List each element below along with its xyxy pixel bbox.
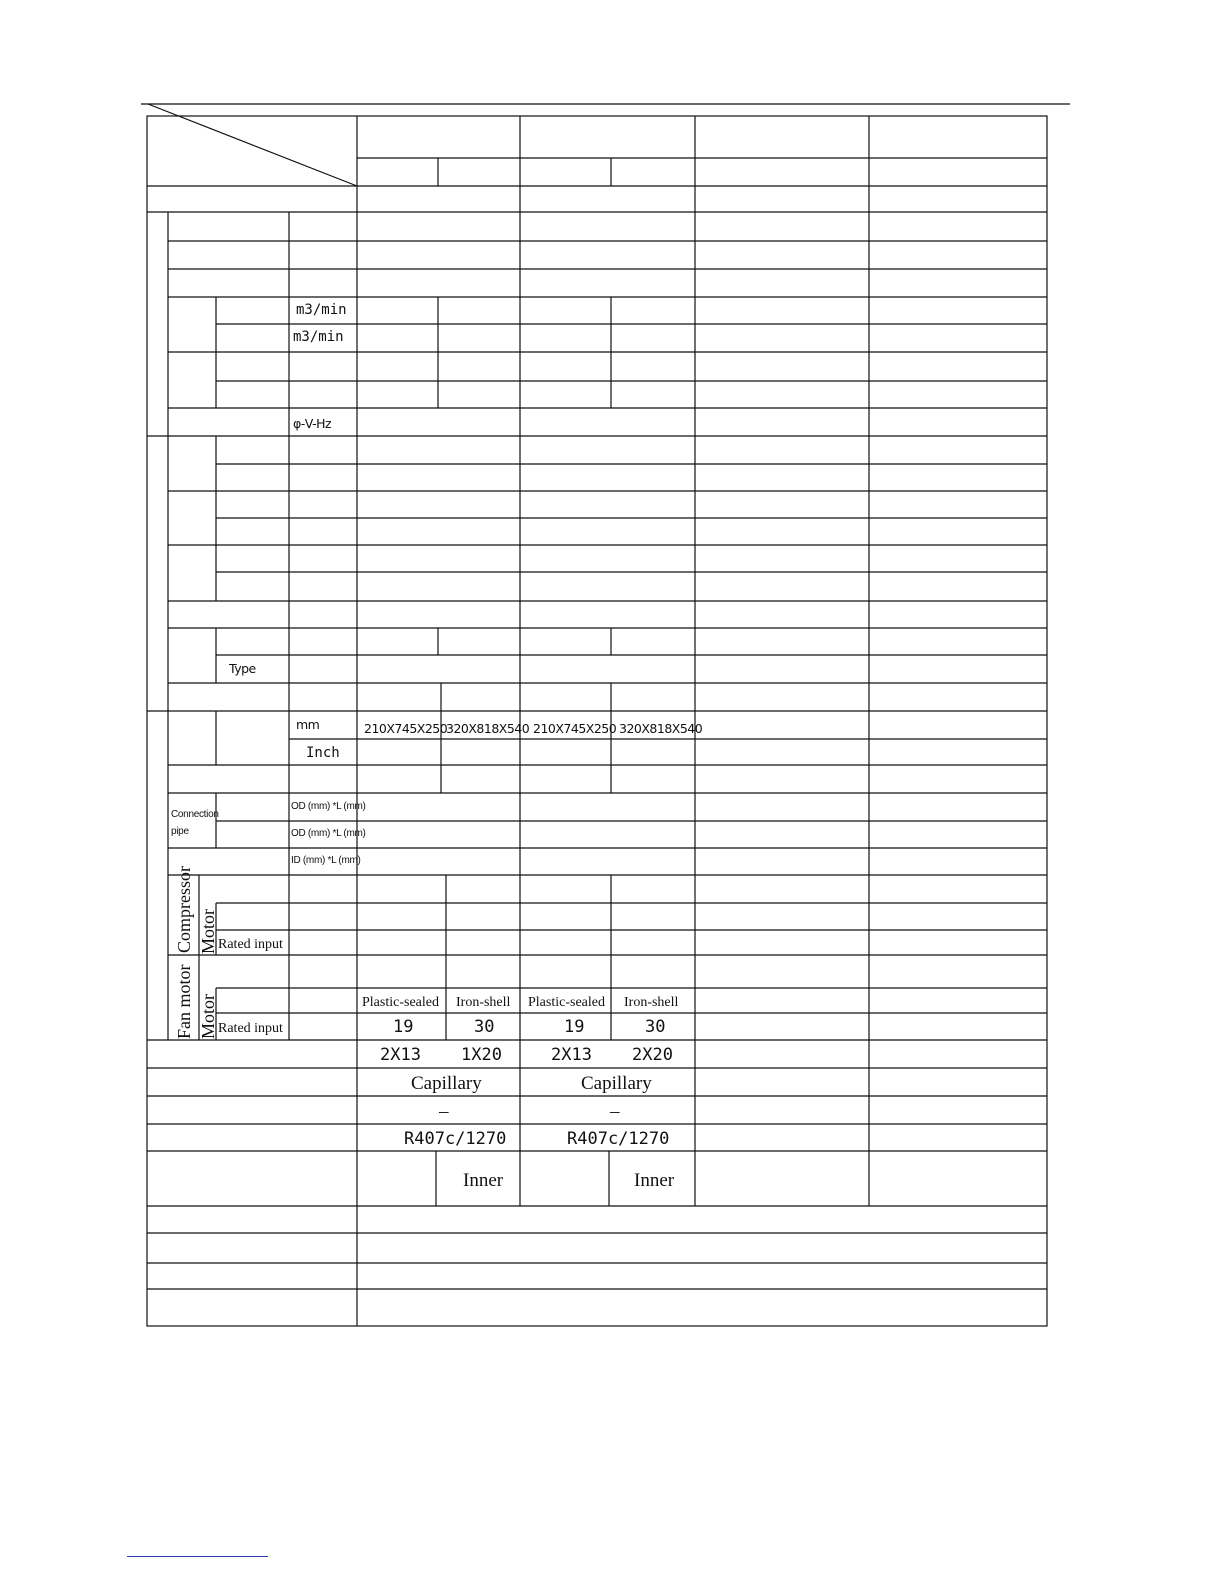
fan-rated-col1: 19 [393,1017,414,1037]
dim-col4: 320X818X540 [619,721,703,736]
throttle-col1: Capillary [411,1073,482,1094]
r1-col3: 2X13 [551,1045,592,1065]
dim-col1: 210X745X250 [364,721,448,736]
unit-airflow-2: m3/min [293,329,344,345]
unit-pipe-3: ID (mm) *L (mm) [291,855,361,866]
fan-rated-col4: 30 [645,1017,666,1037]
label-motor-2: Motor [198,994,218,1039]
throttle-col2: Capillary [581,1073,652,1094]
dim-col2: 320X818X540 [446,721,530,736]
fan-type-col2: Iron-shell [456,995,511,1010]
refrigerant-col2: R407c/1270 [567,1129,670,1149]
label-rated-input-2: Rated input [218,1021,283,1036]
fan-rated-col3: 19 [564,1017,585,1037]
inner-col4: Inner [634,1170,675,1191]
label-motor-1: Motor [198,909,218,954]
fan-rated-col2: 30 [474,1017,495,1037]
dash-col1: – [439,1101,449,1122]
label-connection-pipe-1: Connection [171,809,219,820]
fan-type-col3: Plastic-sealed [528,995,605,1010]
inner-col2: Inner [463,1170,504,1191]
unit-airflow-1: m3/min [296,302,347,318]
fan-type-col1: Plastic-sealed [362,995,439,1010]
unit-dim-inch: Inch [306,745,340,761]
label-compressor: Compressor [174,866,194,953]
dim-col3: 210X745X250 [533,721,617,736]
label-rated-input-1: Rated input [218,937,283,952]
unit-dim-mm: mm [296,717,320,732]
r1-col4: 2X20 [632,1045,673,1065]
fan-type-col4: Iron-shell [624,995,679,1010]
label-type: Type [229,661,256,676]
footer-link-underline [127,1556,268,1557]
r1-col1: 2X13 [380,1045,421,1065]
dash-col2: – [610,1101,620,1122]
unit-pipe-2: OD (mm) *L (mm) [291,828,366,839]
r1-col2: 1X20 [461,1045,502,1065]
unit-power-supply: φ-V-Hz [293,416,332,431]
refrigerant-col1: R407c/1270 [404,1129,507,1149]
unit-pipe-1: OD (mm) *L (mm) [291,801,366,812]
label-fan-motor: Fan motor [174,964,194,1039]
label-connection-pipe-2: pipe [171,826,189,837]
